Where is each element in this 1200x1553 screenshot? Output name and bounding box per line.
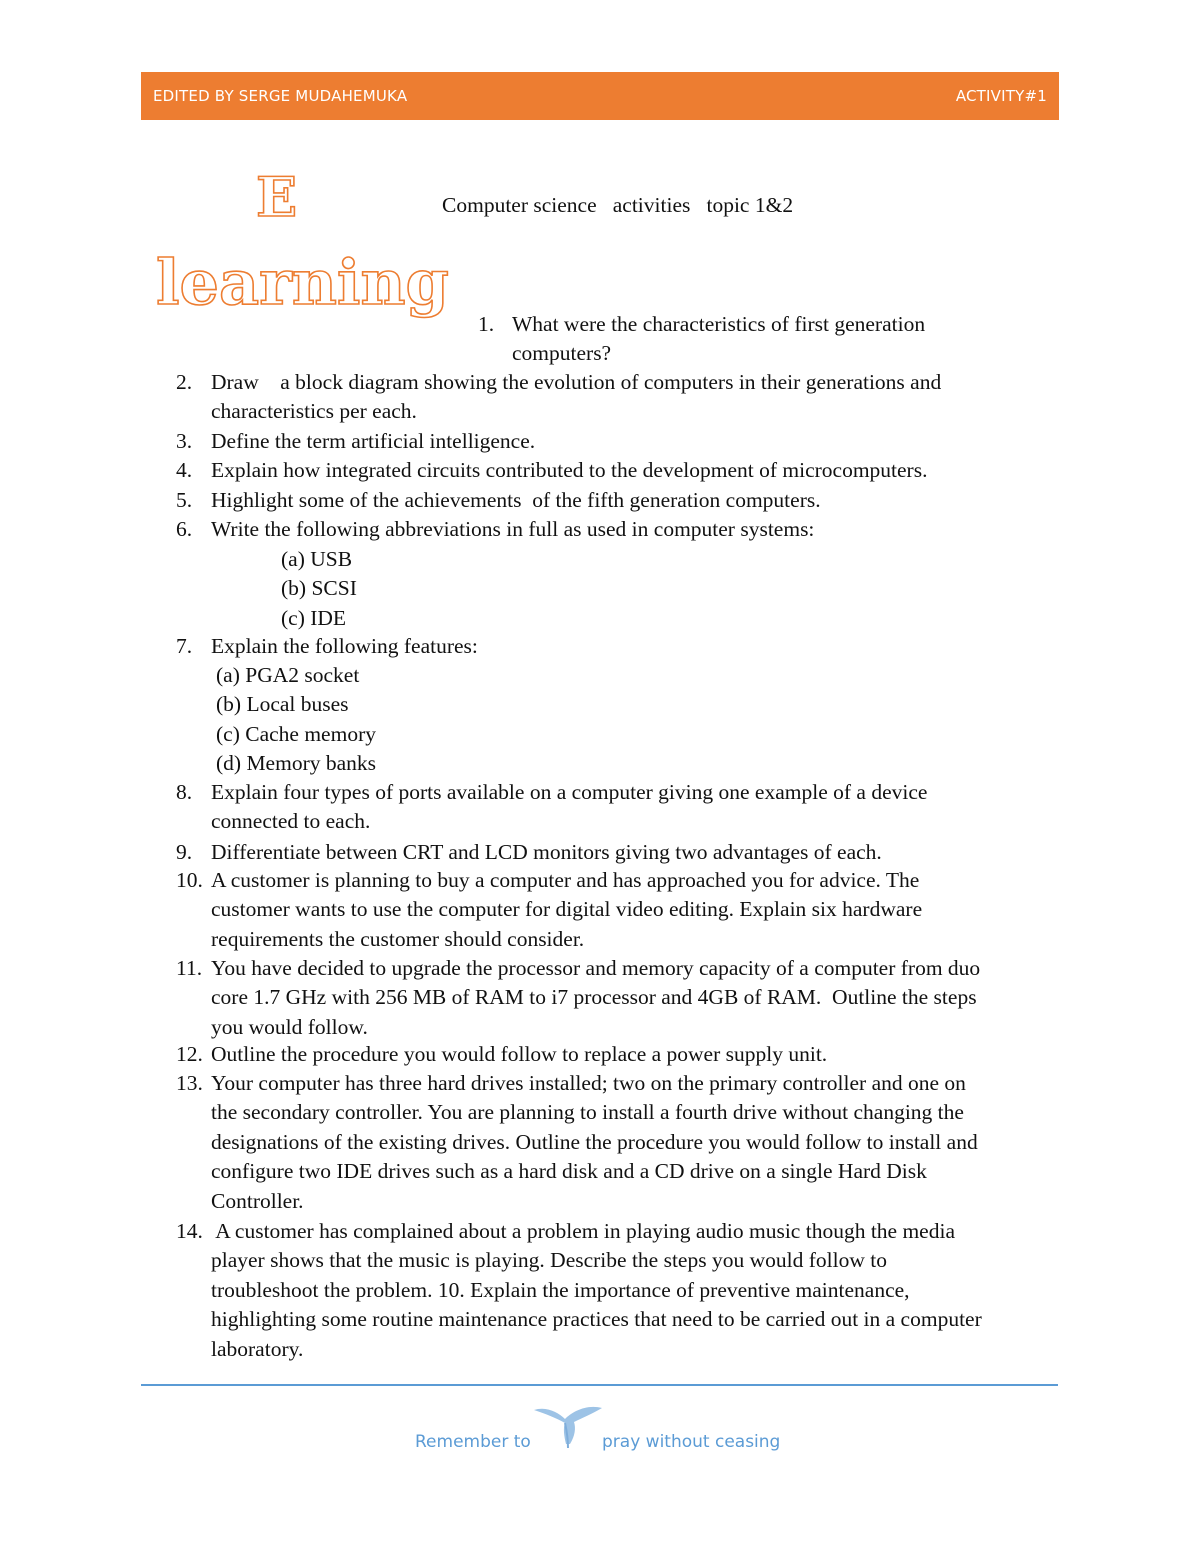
question-text-line: Differentiate between CRT and LCD monitors giving two advantages of each. xyxy=(211,840,882,864)
question-text-line: player shows that the music is playing. Describe the steps you would follow to xyxy=(211,1248,887,1273)
question-text-line: connected to each. xyxy=(211,809,371,834)
header-editor: EDITED BY SERGE MUDAHEMUKA xyxy=(153,87,408,105)
question-text-line: Outline the procedure you would follow to replace a power supply unit. xyxy=(211,1042,828,1066)
question-text-line: A customer has complained about a problem in playing audio music though the media xyxy=(211,1219,955,1243)
question-number: 7. xyxy=(176,634,193,658)
question-text-line: Draw a block diagram showing the evolution of computers in their generations and xyxy=(211,370,942,394)
logo-e: E xyxy=(256,165,298,229)
question-text-line: requirements the customer should consider. xyxy=(211,926,585,951)
question-text-line: configure two IDE drives such as a hard disk and a CD drive on a single Hard Disk xyxy=(211,1159,927,1184)
question-text-line: troubleshoot the problem. 10. Explain the importance of preventive maintenance, xyxy=(211,1277,910,1302)
question-number: 14. xyxy=(176,1219,203,1243)
question-text-line: What were the characteristics of first generation xyxy=(512,312,926,336)
footer-text-left: Remember to xyxy=(415,1432,531,1452)
question-text-line: core 1.7 GHz with 256 MB of RAM to i7 processor and 4GB of RAM. Outline the steps xyxy=(211,985,977,1010)
question-text-line: laboratory. xyxy=(211,1336,304,1361)
question-number: 12. xyxy=(176,1042,203,1066)
question-number: 13. xyxy=(176,1071,203,1095)
document-title: Computer science activities topic 1&2 xyxy=(442,193,794,217)
question-text-line: characteristics per each. xyxy=(211,399,417,424)
page-header xyxy=(141,72,1059,120)
logo-learning: learning xyxy=(156,246,449,319)
question-number: 10. xyxy=(176,868,203,892)
question-text-line: A customer is planning to buy a computer and has approached you for advice. The xyxy=(211,868,920,892)
question-number: 1. xyxy=(478,312,495,336)
sub-item: (a) USB xyxy=(281,547,353,571)
question-text-line: Highlight some of the achievements of the fifth generation computers. xyxy=(211,488,821,512)
question-text-line: you would follow. xyxy=(211,1014,368,1039)
question-text-line: computers? xyxy=(512,341,612,366)
question-text-line: Explain four types of ports available on a computer giving one example of a device xyxy=(211,780,928,804)
question-number: 11. xyxy=(176,956,203,980)
question-number: 8. xyxy=(176,780,193,804)
dove-icon xyxy=(532,1402,604,1452)
question-number: 5. xyxy=(176,488,193,512)
question-text-line: Define the term artificial intelligence. xyxy=(211,429,536,453)
sub-item: (b) Local buses xyxy=(216,692,349,717)
footer-rule xyxy=(141,1384,1058,1386)
question-text-line: highlighting some routine maintenance practices that need to be carried out in a computer xyxy=(211,1307,982,1332)
question-number: 4. xyxy=(176,458,193,482)
header-activity: ACTIVITY#1 xyxy=(955,87,1047,105)
sub-item: (c) Cache memory xyxy=(216,721,376,746)
sub-item: (a) PGA2 socket xyxy=(216,663,360,687)
sub-item: (c) IDE xyxy=(281,605,347,630)
question-number: 9. xyxy=(176,840,193,864)
question-number: 6. xyxy=(176,517,193,541)
question-text-line: Controller. xyxy=(211,1188,304,1213)
question-text-line: You have decided to upgrade the processor and memory capacity of a computer from duo xyxy=(211,956,981,980)
sub-item: (d) Memory banks xyxy=(216,751,377,776)
question-text-line: Explain the following features: xyxy=(211,634,478,658)
question-text-line: Your computer has three hard drives installed; two on the primary controller and one on xyxy=(211,1071,966,1095)
question-text-line: designations of the existing drives. Outline the procedure you would follow to install and xyxy=(211,1129,978,1154)
question-text-line: Write the following abbreviations in full as used in computer systems: xyxy=(211,517,815,541)
question-text-line: the secondary controller. You are planning to install a fourth drive without changing the xyxy=(211,1100,964,1125)
sub-item: (b) SCSI xyxy=(281,576,357,601)
footer-text-right: pray without ceasing xyxy=(602,1432,781,1452)
question-text-line: customer wants to use the computer for digital video editing. Explain six hardware xyxy=(211,897,923,922)
question-number: 2. xyxy=(176,370,193,394)
question-number: 3. xyxy=(176,429,193,453)
question-text-line: Explain how integrated circuits contributed to the development of microcomputers. xyxy=(211,458,928,482)
